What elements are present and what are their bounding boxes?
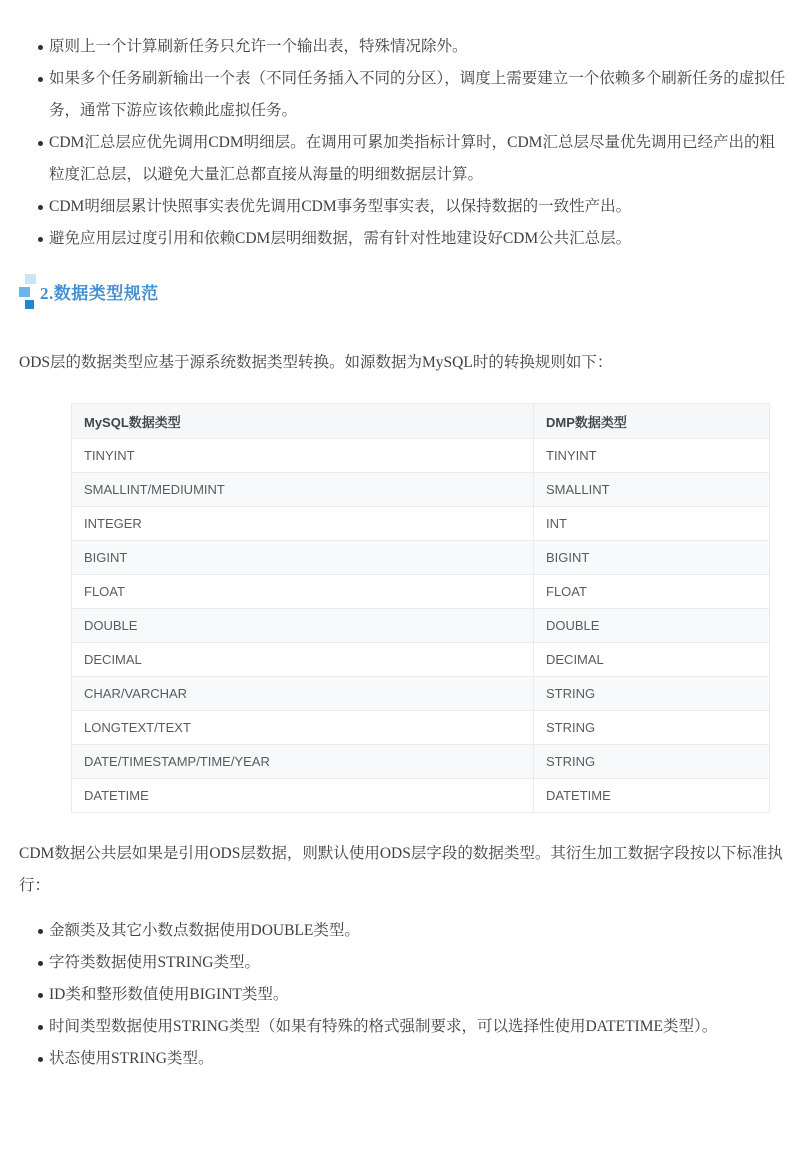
- table-cell: DOUBLE: [72, 609, 534, 643]
- column-header-dmp-type: DMP数据类型: [534, 404, 770, 439]
- table-row: [72, 575, 770, 609]
- table-body: [72, 439, 770, 813]
- list-item: CDM汇总层应优先调用CDM明细层。在调用可累加类指标计算时，CDM汇总层尽量优先调用已经产出的粗粒度汇总层，以避免大量汇总都直接从海量的明细数据层计算。: [38, 127, 789, 191]
- table-row: [72, 779, 770, 813]
- table-cell: STRING: [534, 745, 770, 779]
- table-cell: DATE/TIMESTAMP/TIME/YEAR: [72, 745, 534, 779]
- table-row: [72, 439, 770, 473]
- table-cell: DECIMAL: [72, 643, 534, 677]
- square-medium-icon: [19, 287, 30, 297]
- list-item: 字符类数据使用STRING类型。: [38, 947, 789, 979]
- table-cell: INTEGER: [72, 507, 534, 541]
- table-row: [72, 473, 770, 507]
- list-item: 原则上一个计算刷新任务只允许一个输出表，特殊情况除外。: [38, 31, 789, 63]
- section-heading: [19, 272, 789, 310]
- table-row: [72, 609, 770, 643]
- section-squares-icon: [19, 273, 36, 309]
- cdm-note-paragraph: CDM数据公共层如果是引用ODS层数据，则默认使用ODS层字段的数据类型。其衍生加工数据字段按以下标准执行：: [19, 845, 783, 894]
- list-item: 避免应用层过度引用和依赖CDM层明细数据，需有针对性地建设好CDM公共汇总层。: [38, 223, 789, 255]
- table-cell: BIGINT: [72, 541, 534, 575]
- table-cell: BIGINT: [534, 541, 770, 575]
- table-cell: SMALLINT: [534, 473, 770, 507]
- table-row: [72, 677, 770, 711]
- square-light-icon: [25, 274, 36, 284]
- table-cell: DECIMAL: [534, 643, 770, 677]
- section-title: 2.数据类型规范: [40, 283, 159, 303]
- table-header: [72, 404, 770, 439]
- table-row: [72, 507, 770, 541]
- table-cell: DATETIME: [534, 779, 770, 813]
- table-cell: STRING: [534, 711, 770, 745]
- table-row: [72, 643, 770, 677]
- refresh-task-rules-list: [38, 31, 789, 255]
- list-item: 如果多个任务刷新输出一个表（不同任务插入不同的分区），调度上需要建立一个依赖多个刷新任务的虚拟任务，通常下游应该依赖此虚拟任务。: [38, 63, 789, 127]
- square-dark-icon: [25, 300, 34, 309]
- table-cell: LONGTEXT/TEXT: [72, 711, 534, 745]
- table-cell: TINYINT: [534, 439, 770, 473]
- list-item: ID类和整形数值使用BIGINT类型。: [38, 979, 789, 1011]
- table-cell: STRING: [534, 677, 770, 711]
- table-header-row: [72, 404, 770, 439]
- table-row: [72, 711, 770, 745]
- list-item: 金额类及其它小数点数据使用DOUBLE类型。: [38, 915, 789, 947]
- table-cell: SMALLINT/MEDIUMINT: [72, 473, 534, 507]
- table-cell: INT: [534, 507, 770, 541]
- table-cell: FLOAT: [72, 575, 534, 609]
- type-standards-list: [38, 915, 789, 1075]
- document-page: [0, 31, 793, 1075]
- list-item: 时间类型数据使用STRING类型（如果有特殊的格式强制要求，可以选择性使用DATETIME类型）。: [38, 1011, 789, 1043]
- table-row: [72, 745, 770, 779]
- ods-intro-paragraph: ODS层的数据类型应基于源系统数据类型转换。如源数据为MySQL时的转换规则如下：: [19, 354, 613, 371]
- table-cell: CHAR/VARCHAR: [72, 677, 534, 711]
- table-cell: DOUBLE: [534, 609, 770, 643]
- column-header-mysql-type: MySQL数据类型: [72, 404, 534, 439]
- table-cell: DATETIME: [72, 779, 534, 813]
- list-item: 状态使用STRING类型。: [38, 1043, 789, 1075]
- table-cell: FLOAT: [534, 575, 770, 609]
- table-row: [72, 541, 770, 575]
- table-cell: TINYINT: [72, 439, 534, 473]
- type-mapping-table: [71, 403, 770, 813]
- list-item: CDM明细层累计快照事实表优先调用CDM事务型事实表，以保持数据的一致性产出。: [38, 191, 789, 223]
